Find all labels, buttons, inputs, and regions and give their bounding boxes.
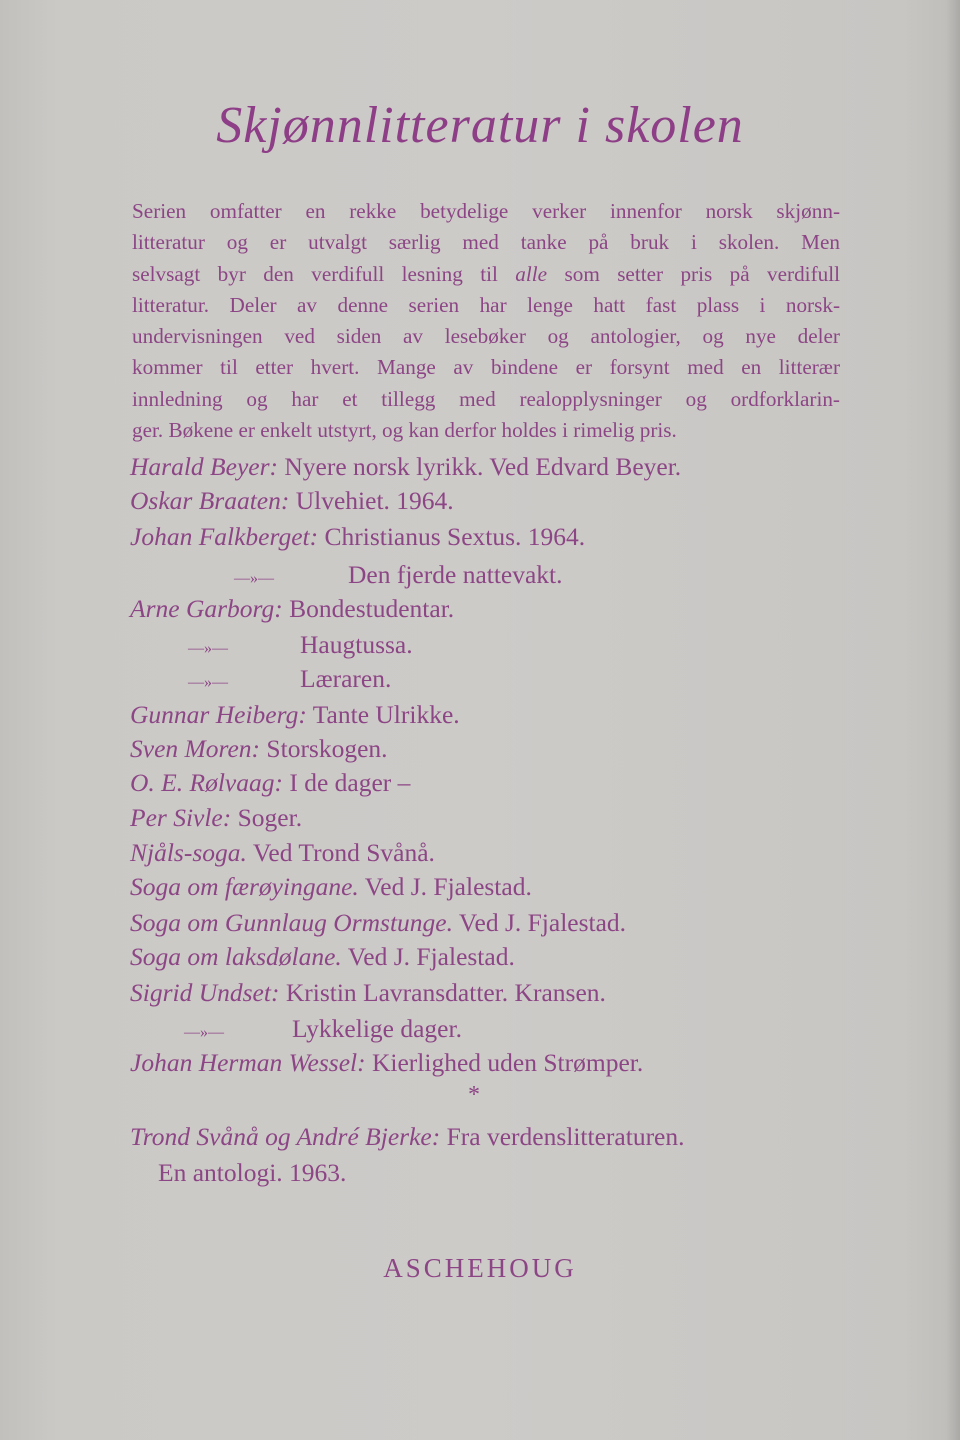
work-title: Nyere norsk lyrikk. Ved Edvard Beyer. bbox=[278, 452, 682, 481]
list-item bbox=[130, 803, 302, 833]
work-title: Lykkelige dager. bbox=[292, 1014, 462, 1043]
anthology-entry bbox=[130, 1122, 685, 1152]
author-name: Per Sivle: bbox=[130, 803, 232, 832]
list-item bbox=[130, 522, 585, 552]
description-emphasis: alle bbox=[515, 261, 548, 286]
author-name: Njåls-soga. bbox=[130, 838, 247, 867]
publisher-name: ASCHEHOUG bbox=[383, 1253, 577, 1283]
description-line: ger. Bøkene er enkelt utstyrt, og kan derfor holdes i rimelig pris. bbox=[132, 418, 677, 443]
work-title: Fra verdenslitteraturen. bbox=[440, 1122, 685, 1151]
work-title: Bondestudentar. bbox=[282, 594, 455, 623]
anthology-entry-subtitle: En antologi. 1963. bbox=[158, 1158, 347, 1187]
author-name: Soga om færøyingane. bbox=[130, 872, 359, 901]
list-item bbox=[234, 560, 563, 590]
list-item bbox=[184, 1014, 462, 1044]
list-item bbox=[130, 1048, 643, 1078]
series-title: Skjønnlitteratur i skolen bbox=[216, 97, 744, 154]
description-text: selvsagt byr den verdifull lesning til bbox=[132, 261, 516, 286]
work-title: I de dager – bbox=[282, 768, 411, 797]
list-item bbox=[130, 734, 388, 764]
work-title: Kierlighed uden Strømper. bbox=[365, 1048, 644, 1077]
ditto-mark: —»— bbox=[234, 570, 274, 587]
work-title: Haugtussa. bbox=[300, 630, 413, 659]
list-item bbox=[188, 630, 413, 660]
list-item bbox=[130, 486, 454, 516]
ditto-mark: —»— bbox=[188, 640, 228, 657]
ditto-mark: —»— bbox=[184, 1024, 224, 1041]
description-line: undervisningen ved siden av lesebøker og antologier, og nye deler bbox=[132, 324, 840, 349]
work-title: Kristin Lavransdatter. Kransen. bbox=[279, 978, 606, 1007]
work-title: Den fjerde nattevakt. bbox=[348, 560, 563, 589]
series-description bbox=[132, 196, 840, 446]
author-name: Gunnar Heiberg: bbox=[130, 700, 307, 729]
author-name: Soga om laksdølane. bbox=[130, 942, 342, 971]
description-line: litteratur og er utvalgt særlig med tanke på bruk i skolen. Men bbox=[132, 230, 840, 255]
work-title: Soger. bbox=[231, 803, 303, 832]
list-item bbox=[130, 768, 410, 798]
author-name: Sven Moren: bbox=[130, 734, 261, 763]
author-name: Oskar Braaten: bbox=[130, 486, 290, 515]
list-item bbox=[130, 942, 515, 972]
work-title: Ved J. Fjalestad. bbox=[453, 908, 627, 937]
description-line: litteratur. Deler av denne serien har lenge hatt fast plass i norsk- bbox=[132, 292, 840, 317]
page-edge-shadow bbox=[946, 0, 960, 1440]
work-title: Storskogen. bbox=[260, 734, 388, 763]
work-title: Ved Trond Svånå. bbox=[246, 838, 435, 867]
author-name: Soga om Gunnlaug Ormstunge. bbox=[130, 908, 453, 937]
author-name: O. E. Rølvaag: bbox=[130, 768, 283, 797]
work-title: Christianus Sextus. 1964. bbox=[318, 522, 586, 551]
list-item bbox=[130, 978, 606, 1008]
author-name: Sigrid Undset: bbox=[130, 978, 280, 1007]
list-item bbox=[130, 838, 435, 868]
description-line: Serien omfatter en rekke betydelige verker innenfor norsk skjønn- bbox=[132, 199, 840, 223]
author-name: Harald Beyer: bbox=[130, 452, 278, 481]
author-name: Trond Svånå og André Bjerke: bbox=[130, 1122, 441, 1151]
list-item bbox=[188, 664, 391, 694]
work-title: Tante Ulrikke. bbox=[306, 700, 460, 729]
list-item bbox=[130, 872, 532, 902]
list-item bbox=[130, 594, 454, 624]
work-title: Ulvehiet. 1964. bbox=[289, 486, 454, 515]
work-title: Ved J. Fjalestad. bbox=[341, 942, 515, 971]
author-name: Arne Garborg: bbox=[130, 594, 283, 623]
description-line: innledning og har et tillegg med realopplysninger og ordforklarin- bbox=[132, 386, 840, 411]
list-item bbox=[130, 700, 460, 730]
author-name: Johan Herman Wessel: bbox=[130, 1048, 366, 1077]
description-line bbox=[132, 259, 840, 290]
author-name: Johan Falkberget: bbox=[130, 522, 319, 551]
work-title: Læraren. bbox=[300, 664, 392, 693]
list-item bbox=[130, 452, 681, 482]
ditto-mark: —»— bbox=[188, 674, 228, 691]
description-line: kommer til etter hvert. Mange av bindene er forsynt med en litterær bbox=[132, 355, 840, 380]
work-title: Ved J. Fjalestad. bbox=[358, 872, 532, 901]
list-item bbox=[130, 908, 626, 938]
separator-asterisk: * bbox=[468, 1082, 480, 1108]
description-text: som setter pris på verdifull bbox=[547, 261, 840, 286]
